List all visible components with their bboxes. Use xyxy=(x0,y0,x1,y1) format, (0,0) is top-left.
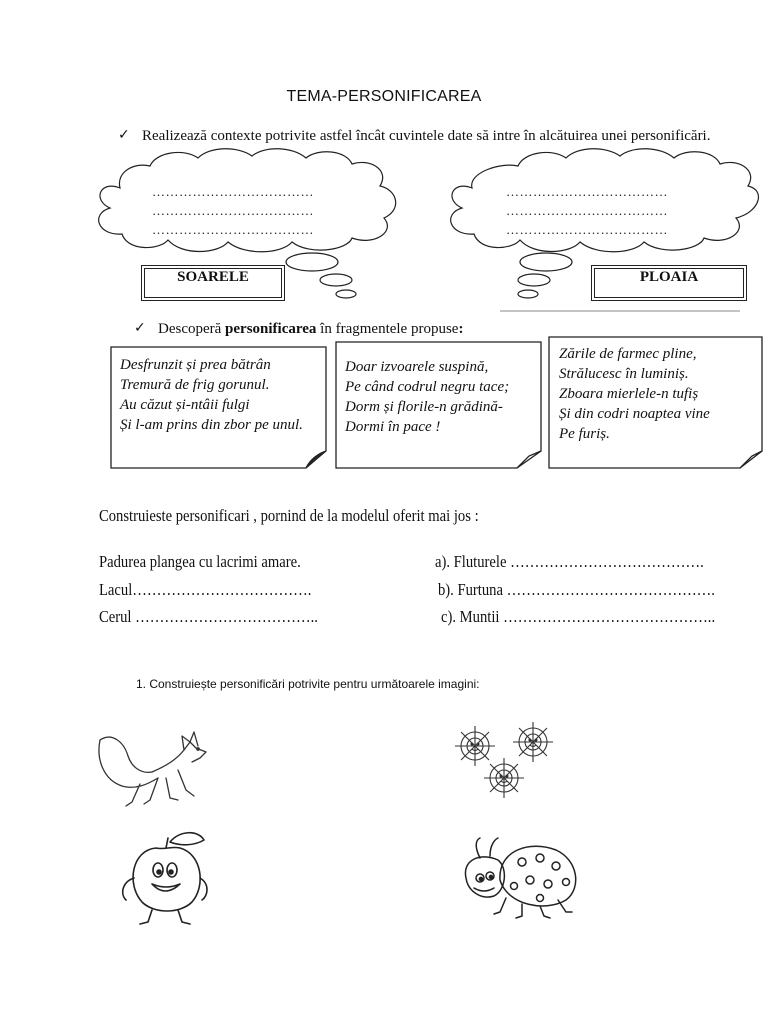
task2-instruction-post: în fragmentele propuse xyxy=(316,321,459,337)
poem-1: Desfrunzit și prea bătrân Tremură de frig gorunul. Au căzut și-ntâii fulgi Și l-am prins din zbor pe unul. xyxy=(120,357,303,433)
task3-instruction: Construieste personificari , pornind de la modelul oferit mai jos : xyxy=(99,506,479,525)
check-mark-icon: ✓ xyxy=(118,127,130,143)
ladybug-icon xyxy=(465,838,575,918)
cloud-left-line-1: ……………………………… xyxy=(152,184,314,199)
fox-icon xyxy=(99,732,206,806)
check-mark-icon: ✓ xyxy=(134,320,146,336)
task4-instruction: 1. Construiește personificări potrivite pentru următoarele imagini: xyxy=(136,677,480,691)
task3-right-3: c). Muntii …………………………………….. xyxy=(441,607,716,626)
cloud-right-line-2: ……………………………… xyxy=(506,203,668,218)
task3-left-1: Padurea plangea cu lacrimi amare. xyxy=(99,552,301,571)
cloud-right-line-3: ……………………………… xyxy=(506,222,668,237)
word-ploaia: PLOAIA xyxy=(639,269,699,285)
task3-right-2: b). Furtuna ……………………………………. xyxy=(438,580,715,599)
snowflakes-icon xyxy=(455,722,553,798)
apple-character-icon xyxy=(123,833,207,924)
poem-3: Zările de farmec pline, Strălucesc în luminiș. Zboara mierlele-n tufiș Și din codri noaptea vine Pe furiș. xyxy=(559,346,710,442)
poem-2: Doar izvoarele suspină, Pe când codrul negru tace; Dorm și florile-n grădină- Dormi în pace ! xyxy=(345,359,510,435)
task3-left-3: Cerul ……………………………….. xyxy=(99,607,318,626)
task2-instruction-pre: Descoperă xyxy=(158,321,226,337)
cloud-left-line-3: ……………………………… xyxy=(152,222,314,237)
task2-instruction-bold: personificarea xyxy=(225,321,317,337)
task3-right-1: a). Fluturele …………………………………. xyxy=(435,552,704,571)
word-soarele: SOARELE xyxy=(177,269,249,285)
task2-instruction-colon: : xyxy=(458,321,464,337)
task1-instruction: Realizează contexte potrivite astfel încât cuvintele date să intre în alcătuirea unei personificări. xyxy=(142,128,711,144)
page-title: TEMA-PERSONIFICAREA xyxy=(286,88,482,105)
task3-left-2: Lacul………………………………. xyxy=(99,580,312,599)
cloud-left-line-2: ……………………………… xyxy=(152,203,314,218)
cloud-right-line-1: ……………………………… xyxy=(506,184,668,199)
